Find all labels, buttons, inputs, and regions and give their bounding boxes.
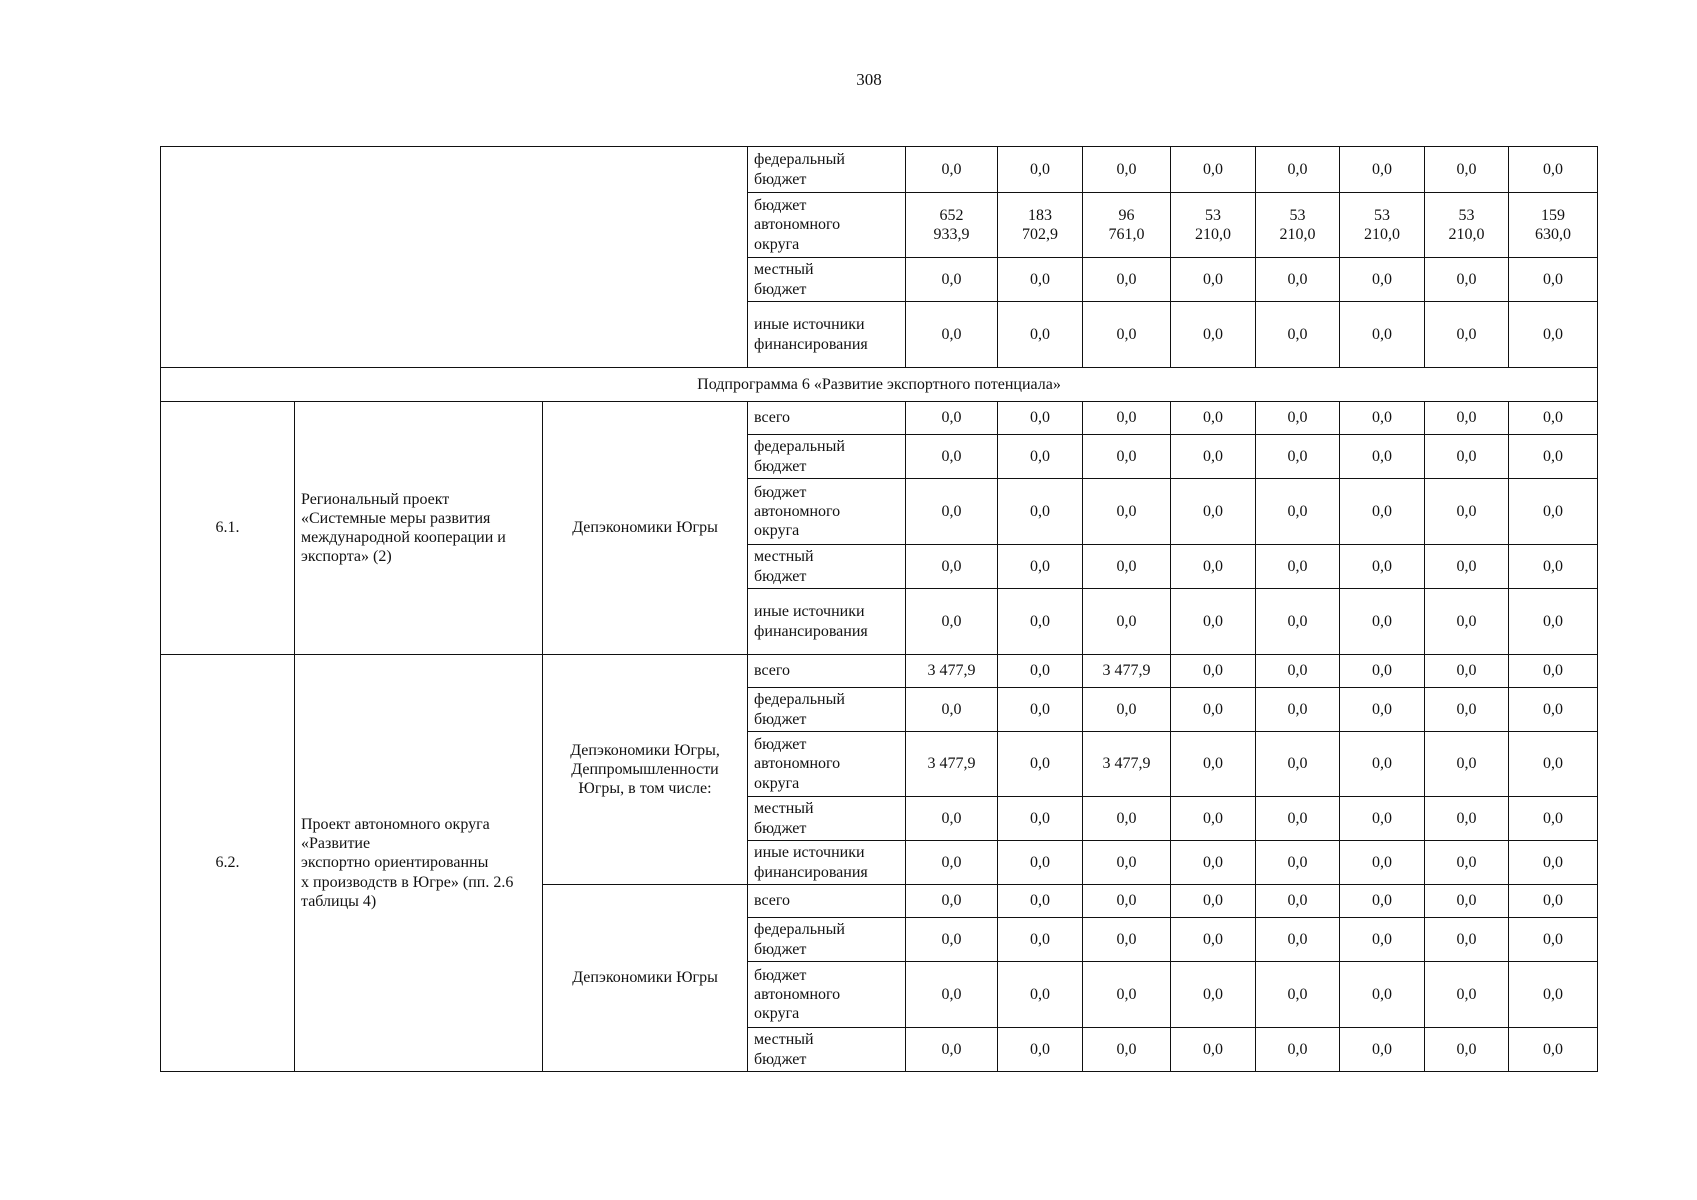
source-label: бюджет автономного округа [748, 479, 906, 545]
value-cell: 0,0 [1083, 797, 1171, 841]
responsible: Депэкономики Югры [543, 402, 748, 655]
value-cell: 0,0 [906, 435, 998, 479]
value-cell: 0,0 [998, 147, 1083, 193]
value-cell: 0,0 [1509, 655, 1598, 688]
value-cell: 0,0 [1083, 402, 1171, 435]
value-cell: 0,0 [998, 885, 1083, 918]
value-cell: 0,0 [1171, 258, 1256, 302]
value-cell: 0,0 [1256, 655, 1340, 688]
item-name: Проект автономного округа «Развитие экспортно ориентированны х производств в Югре» (пп. 2.6 таблицы 4) [295, 655, 543, 1072]
value-cell: 652 933,9 [906, 193, 998, 258]
value-cell: 0,0 [998, 655, 1083, 688]
value-cell: 0,0 [1083, 302, 1171, 368]
value-cell: 0,0 [1425, 841, 1509, 885]
source-label: местный бюджет [748, 1028, 906, 1072]
value-cell: 0,0 [1340, 732, 1425, 797]
value-cell: 0,0 [1425, 402, 1509, 435]
value-cell: 0,0 [1256, 918, 1340, 962]
source-label: местный бюджет [748, 545, 906, 589]
value-cell: 0,0 [998, 302, 1083, 368]
value-cell: 0,0 [1425, 589, 1509, 655]
value-cell: 0,0 [1509, 962, 1598, 1028]
value-cell: 0,0 [1256, 589, 1340, 655]
value-cell: 0,0 [1083, 258, 1171, 302]
value-cell: 0,0 [1509, 589, 1598, 655]
value-cell: 0,0 [1171, 962, 1256, 1028]
value-cell: 0,0 [1256, 841, 1340, 885]
value-cell: 3 477,9 [906, 732, 998, 797]
value-cell: 0,0 [1256, 1028, 1340, 1072]
value-cell: 53 210,0 [1256, 193, 1340, 258]
value-cell: 0,0 [1256, 479, 1340, 545]
value-cell: 0,0 [998, 732, 1083, 797]
value-cell: 0,0 [1256, 435, 1340, 479]
value-cell: 0,0 [1509, 435, 1598, 479]
value-cell: 0,0 [1256, 732, 1340, 797]
value-cell: 0,0 [1171, 797, 1256, 841]
value-cell: 0,0 [1509, 732, 1598, 797]
value-cell: 0,0 [1256, 302, 1340, 368]
value-cell: 0,0 [1509, 302, 1598, 368]
value-cell: 0,0 [1425, 962, 1509, 1028]
source-label: федеральный бюджет [748, 688, 906, 732]
value-cell: 0,0 [1083, 589, 1171, 655]
value-cell: 0,0 [1171, 1028, 1256, 1072]
value-cell: 0,0 [906, 1028, 998, 1072]
value-cell: 0,0 [1425, 655, 1509, 688]
source-label: федеральный бюджет [748, 435, 906, 479]
item-name: Региональный проект «Системные меры развития международной кооперации и экспорта» (2) [295, 402, 543, 655]
value-cell: 0,0 [1425, 1028, 1509, 1072]
page-number: 308 [856, 70, 882, 89]
value-cell: 0,0 [1256, 147, 1340, 193]
value-cell: 0,0 [998, 688, 1083, 732]
source-label: бюджет автономного округа [748, 962, 906, 1028]
value-cell: 0,0 [998, 797, 1083, 841]
value-cell: 0,0 [1340, 302, 1425, 368]
value-cell: 0,0 [906, 918, 998, 962]
value-cell: 0,0 [1509, 797, 1598, 841]
table-row [161, 655, 1598, 688]
value-cell: 0,0 [1171, 655, 1256, 688]
value-cell: 0,0 [1256, 402, 1340, 435]
value-cell: 0,0 [1083, 841, 1171, 885]
value-cell: 0,0 [1425, 918, 1509, 962]
value-cell: 0,0 [1256, 545, 1340, 589]
value-cell: 0,0 [1340, 655, 1425, 688]
value-cell: 0,0 [1340, 402, 1425, 435]
value-cell: 0,0 [906, 479, 998, 545]
item-number: 6.2. [161, 655, 295, 1072]
value-cell: 0,0 [1083, 435, 1171, 479]
value-cell: 0,0 [1340, 841, 1425, 885]
value-cell: 0,0 [1509, 1028, 1598, 1072]
value-cell: 0,0 [1340, 435, 1425, 479]
value-cell: 0,0 [1340, 918, 1425, 962]
value-cell: 0,0 [906, 589, 998, 655]
value-cell: 0,0 [1340, 589, 1425, 655]
value-cell: 53 210,0 [1425, 193, 1509, 258]
value-cell: 0,0 [1083, 545, 1171, 589]
value-cell: 0,0 [1083, 962, 1171, 1028]
value-cell: 0,0 [1083, 479, 1171, 545]
value-cell: 0,0 [1425, 688, 1509, 732]
value-cell: 0,0 [1425, 545, 1509, 589]
value-cell: 3 477,9 [906, 655, 998, 688]
value-cell: 0,0 [906, 797, 998, 841]
value-cell: 0,0 [998, 1028, 1083, 1072]
source-label: местный бюджет [748, 797, 906, 841]
value-cell: 0,0 [906, 258, 998, 302]
value-cell: 0,0 [1256, 962, 1340, 1028]
responsible: Депэкономики Югры [543, 885, 748, 1072]
value-cell: 0,0 [1171, 302, 1256, 368]
value-cell: 0,0 [1083, 147, 1171, 193]
value-cell: 0,0 [1340, 1028, 1425, 1072]
value-cell: 0,0 [1340, 258, 1425, 302]
source-label: всего [748, 402, 906, 435]
value-cell: 0,0 [1256, 797, 1340, 841]
source-label: местный бюджет [748, 258, 906, 302]
value-cell: 0,0 [1340, 962, 1425, 1028]
value-cell: 0,0 [906, 841, 998, 885]
source-label: федеральный бюджет [748, 918, 906, 962]
source-label: всего [748, 885, 906, 918]
value-cell: 0,0 [998, 962, 1083, 1028]
value-cell: 0,0 [998, 258, 1083, 302]
item-number: 6.1. [161, 402, 295, 655]
value-cell: 0,0 [1256, 258, 1340, 302]
value-cell: 0,0 [1425, 302, 1509, 368]
value-cell: 0,0 [1083, 688, 1171, 732]
value-cell: 0,0 [1083, 918, 1171, 962]
value-cell: 0,0 [1171, 732, 1256, 797]
value-cell: 0,0 [1340, 479, 1425, 545]
value-cell: 0,0 [906, 962, 998, 1028]
subprogram-title: Подпрограмма 6 «Развитие экспортного потенциала» [161, 368, 1598, 402]
value-cell: 0,0 [1340, 147, 1425, 193]
value-cell: 0,0 [998, 589, 1083, 655]
value-cell: 53 210,0 [1340, 193, 1425, 258]
value-cell: 0,0 [1509, 545, 1598, 589]
budget-table [160, 146, 1598, 1072]
value-cell: 0,0 [1509, 258, 1598, 302]
value-cell: 0,0 [1340, 545, 1425, 589]
value-cell: 0,0 [1425, 479, 1509, 545]
value-cell: 0,0 [998, 479, 1083, 545]
source-label: федеральный бюджет [748, 147, 906, 193]
value-cell: 0,0 [1340, 885, 1425, 918]
value-cell: 0,0 [1256, 688, 1340, 732]
source-label: иные источники финансирования [748, 302, 906, 368]
value-cell: 0,0 [1171, 479, 1256, 545]
empty-continuation-cell [161, 147, 748, 368]
table-row [161, 147, 1598, 193]
value-cell: 53 210,0 [1171, 193, 1256, 258]
value-cell: 0,0 [1509, 918, 1598, 962]
value-cell: 0,0 [1509, 479, 1598, 545]
value-cell: 0,0 [1425, 797, 1509, 841]
value-cell: 0,0 [1425, 435, 1509, 479]
value-cell: 0,0 [1083, 885, 1171, 918]
value-cell: 0,0 [1171, 435, 1256, 479]
value-cell: 0,0 [1171, 147, 1256, 193]
value-cell: 0,0 [1425, 885, 1509, 918]
value-cell: 0,0 [1425, 732, 1509, 797]
value-cell: 0,0 [998, 545, 1083, 589]
value-cell: 3 477,9 [1083, 655, 1171, 688]
value-cell: 0,0 [1171, 885, 1256, 918]
table-row [161, 402, 1598, 435]
value-cell: 0,0 [1509, 688, 1598, 732]
value-cell: 0,0 [1425, 258, 1509, 302]
value-cell: 0,0 [1509, 402, 1598, 435]
value-cell: 0,0 [998, 402, 1083, 435]
source-label: бюджет автономного округа [748, 732, 906, 797]
value-cell: 0,0 [1256, 885, 1340, 918]
value-cell: 0,0 [998, 918, 1083, 962]
value-cell: 0,0 [906, 402, 998, 435]
value-cell: 0,0 [1171, 589, 1256, 655]
value-cell: 0,0 [1509, 885, 1598, 918]
value-cell: 0,0 [998, 435, 1083, 479]
source-label: всего [748, 655, 906, 688]
value-cell: 3 477,9 [1083, 732, 1171, 797]
value-cell: 0,0 [1425, 147, 1509, 193]
value-cell: 0,0 [1171, 402, 1256, 435]
value-cell: 0,0 [1509, 147, 1598, 193]
value-cell: 96 761,0 [1083, 193, 1171, 258]
value-cell: 0,0 [1340, 797, 1425, 841]
value-cell: 0,0 [1171, 918, 1256, 962]
source-label: иные источники финансирования [748, 589, 906, 655]
responsible: Депэкономики Югры, Деппромышленности Югры, в том числе: [543, 655, 748, 885]
value-cell: 0,0 [906, 885, 998, 918]
subprogram-row [161, 368, 1598, 402]
source-label: иные источники финансирования [748, 841, 906, 885]
value-cell: 0,0 [1171, 545, 1256, 589]
value-cell: 0,0 [1171, 688, 1256, 732]
value-cell: 0,0 [1083, 1028, 1171, 1072]
value-cell: 183 702,9 [998, 193, 1083, 258]
value-cell: 0,0 [906, 302, 998, 368]
value-cell: 159 630,0 [1509, 193, 1598, 258]
value-cell: 0,0 [906, 545, 998, 589]
value-cell: 0,0 [998, 841, 1083, 885]
value-cell: 0,0 [906, 147, 998, 193]
value-cell: 0,0 [1340, 688, 1425, 732]
value-cell: 0,0 [1509, 841, 1598, 885]
value-cell: 0,0 [1171, 841, 1256, 885]
value-cell: 0,0 [906, 688, 998, 732]
source-label: бюджет автономного округа [748, 193, 906, 258]
